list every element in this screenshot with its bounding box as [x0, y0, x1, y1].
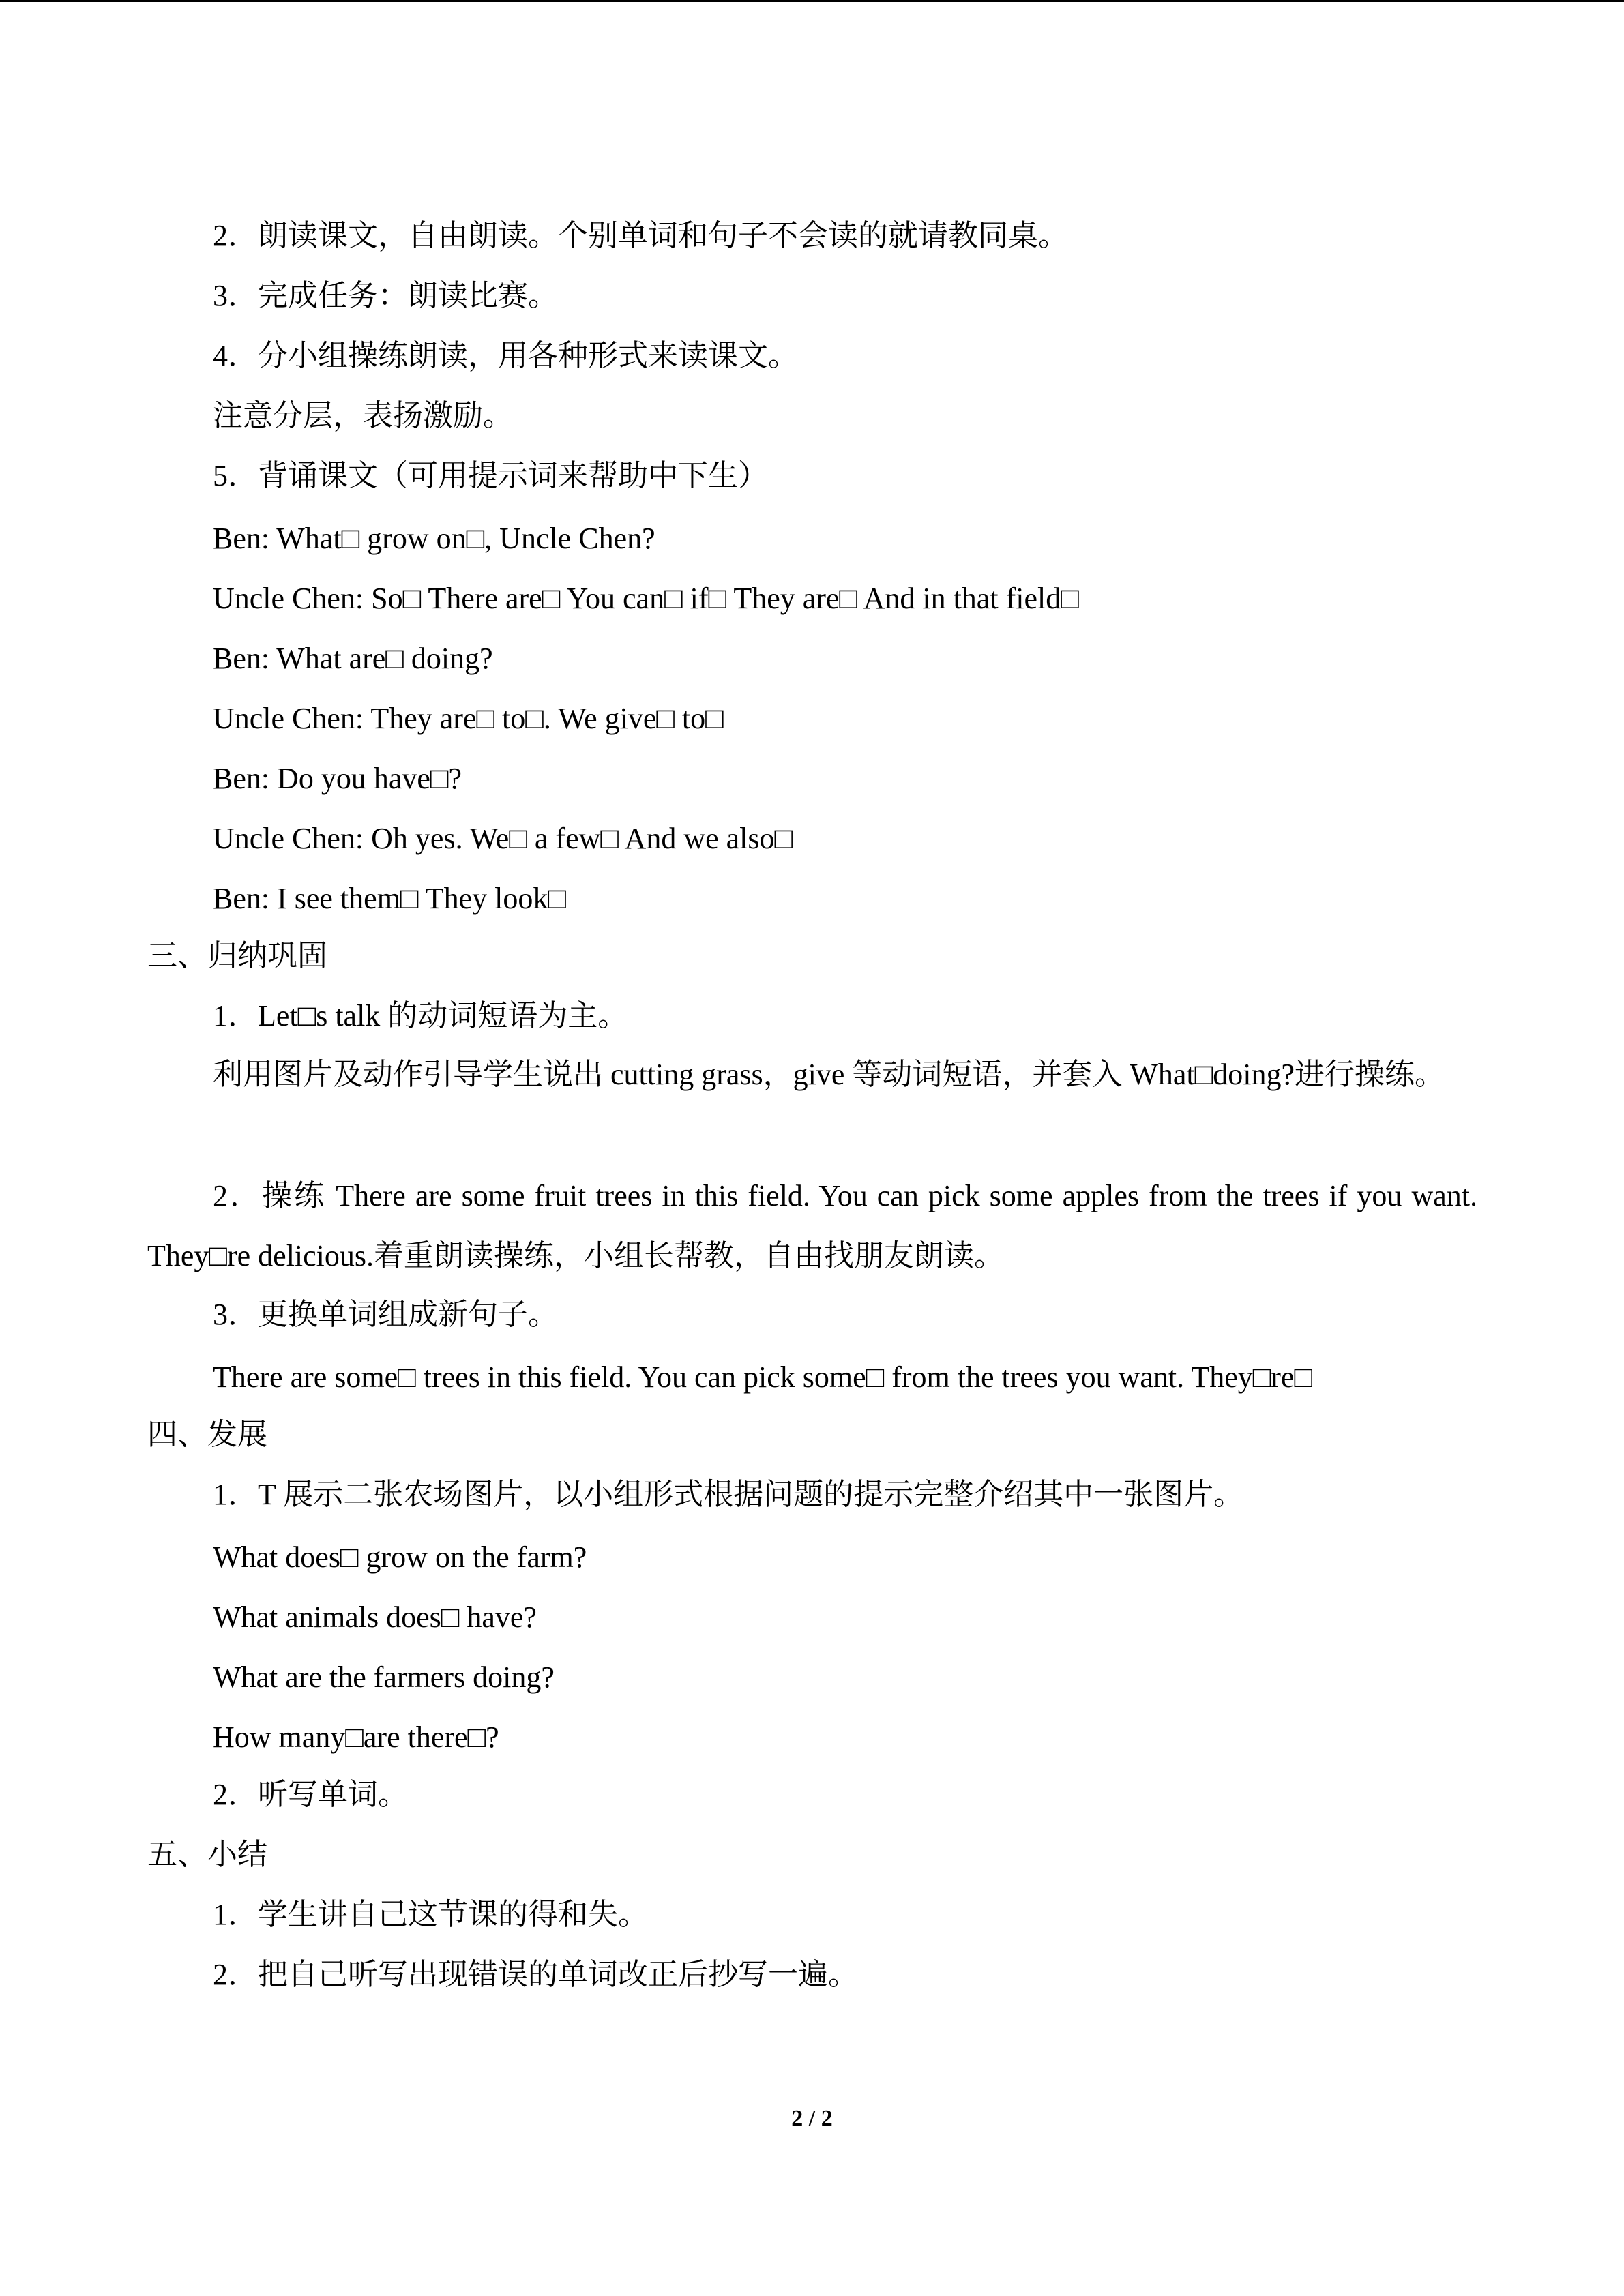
- text-line: What animals does□ have?: [213, 1600, 537, 1634]
- paragraph: 2．操练 There are some fruit trees in this field. You can pick some apples from the trees if you want. They□re delicious.着重朗读操练，小组长帮教，自由找朋友朗读。: [147, 1179, 1477, 1272]
- text-line: How many□are there□?: [213, 1720, 499, 1754]
- text-line: 3．更换单词组成新句子。: [213, 1298, 558, 1331]
- text-line: 2．把自己听写出现错误的单词改正后抄写一遍。: [213, 1958, 858, 1991]
- page-number: 2 / 2: [791, 2106, 833, 2131]
- paragraph: 利用图片及动作引导学生说出 cutting grass，give 等动词短语，并套入 What□doing?进行操练。: [213, 1058, 1445, 1091]
- text-line: Ben: I see them□ They look□: [213, 882, 566, 915]
- text-line: Uncle Chen: Oh yes. We□ a few□ And we also□: [213, 822, 793, 855]
- section-heading: 四、发展: [147, 1418, 267, 1451]
- text-line: Ben: Do you have□?: [213, 762, 462, 795]
- text-line: There are some□ trees in this field. You can pick some□ from the trees you want. They□re□: [213, 1360, 1313, 1394]
- text-line: Ben: What□ grow on□, Uncle Chen?: [213, 522, 655, 555]
- text-line: Ben: What are□ doing?: [213, 642, 493, 675]
- text-line: 注意分层，表扬激励。: [213, 399, 513, 432]
- text-line: Uncle Chen: So□ There are□ You can□ if□ They are□ And in that field□: [213, 582, 1079, 615]
- section-heading: 五、小结: [147, 1838, 267, 1871]
- text-line: 4．分小组操练朗读，用各种形式来读课文。: [213, 339, 798, 372]
- text-line: 1．T 展示二张农场图片，以小组形式根据问题的提示完整介绍其中一张图片。: [213, 1478, 1244, 1511]
- section-heading: 三、归纳巩固: [147, 939, 327, 972]
- text-line: 5．背诵课文（可用提示词来帮助中下生）: [213, 459, 768, 492]
- text-line: 2．朗读课文，自由朗读。个别单词和句子不会读的就请教同桌。: [213, 219, 1068, 252]
- text-line: 1．Let□s talk 的动词短语为主。: [213, 999, 628, 1032]
- text-line: What are the farmers doing?: [213, 1660, 555, 1694]
- text-line: 1．学生讲自己这节课的得和失。: [213, 1898, 648, 1931]
- text-line: What does□ grow on the farm?: [213, 1540, 587, 1574]
- text-line: 3．完成任务：朗读比赛。: [213, 279, 558, 312]
- text-line: 2．听写单词。: [213, 1778, 408, 1811]
- text-line: Uncle Chen: They are□ to□. We give□ to□: [213, 702, 724, 735]
